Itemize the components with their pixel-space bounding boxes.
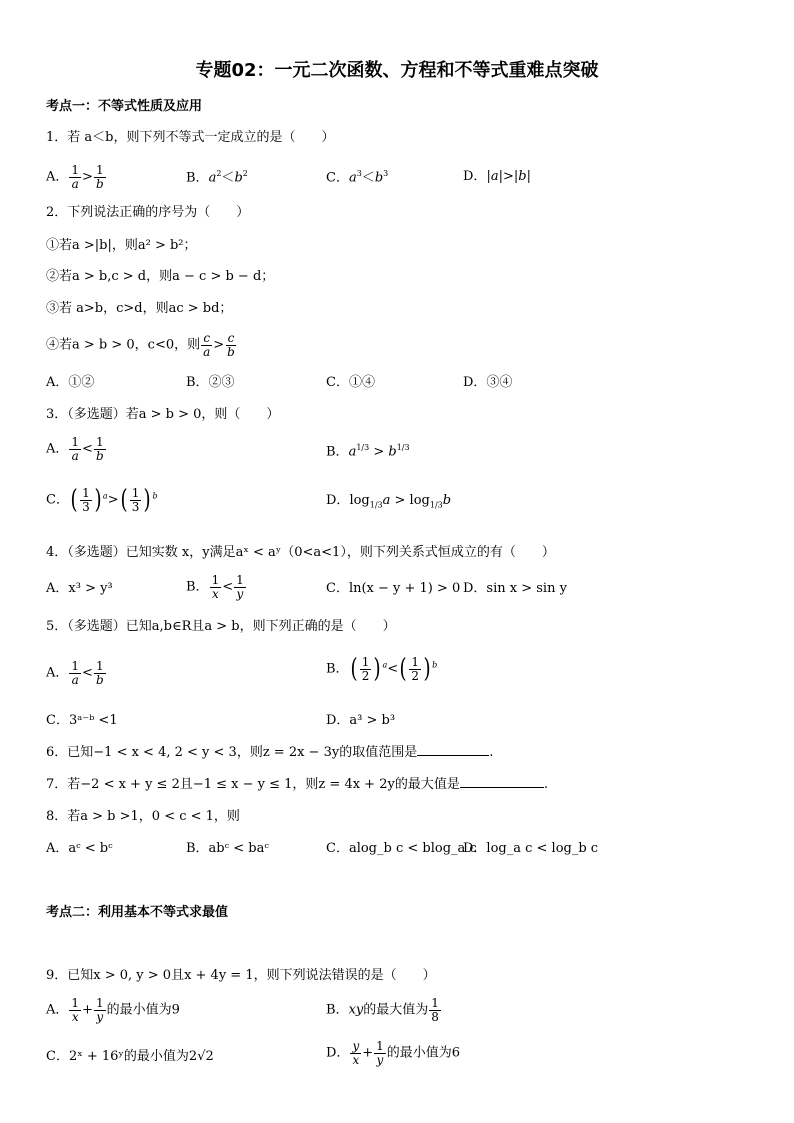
q8-option-b: B．abᶜ < baᶜ bbox=[186, 841, 269, 856]
q5-option-c: C．3ᵃ⁻ᵇ <1 bbox=[46, 713, 118, 728]
page-title: 专题02：一元二次函数、方程和不等式重难点突破 bbox=[195, 60, 599, 81]
q3-stem: 3．（多选题）若a > b > 0，则（ ） bbox=[46, 407, 280, 422]
section-heading-1: 考点一：不等式性质及应用 bbox=[46, 99, 203, 114]
q2-option-c: C．①④ bbox=[326, 375, 375, 390]
q7-line: 7．若−2 < x + y ≤ 2且−1 ≤ x − y ≤ 1，则z = 4x + 2y的最大值是 . bbox=[46, 777, 548, 792]
q3-option-d: D．$\log_{1/3}a > \log_{1/3}b$ bbox=[326, 493, 452, 510]
q2-option-d: D．③④ bbox=[463, 375, 513, 390]
q5-option-a: A． $\frac{1}{a}$ < $\frac{1}{b}$ bbox=[46, 659, 104, 687]
q2-stem: 2．下列说法正确的序号为（ ） bbox=[46, 205, 250, 220]
q9-option-b: B．xy的最大值为 $\frac{1}{8}$ bbox=[326, 996, 439, 1024]
q9-option-d: D． $\frac{y}{x}$ + $\frac{1}{y}$ 的最小值为6 bbox=[326, 1039, 461, 1067]
q4-option-b: B． $\frac{1}{x}$ < $\frac{1}{y}$ bbox=[186, 573, 244, 601]
q8-option-d: D．log_a c < log_b c bbox=[463, 841, 599, 856]
q5-stem: 5．（多选题）已知a,b∈R且a > b，则下列正确的是（ ） bbox=[46, 619, 396, 634]
q2-option-a: A．①② bbox=[46, 375, 95, 390]
q1-option-c: C．$a^3<b^3$ bbox=[326, 169, 389, 186]
q2-statement-3: ③若 a>b，c>d，则ac > bd； bbox=[46, 301, 233, 316]
q1-option-b: B．$a^2<b^2$ bbox=[186, 169, 248, 186]
q8-stem: 8．若a > b >1，0 < c < 1，则 bbox=[46, 809, 240, 824]
q9-stem: 9．已知x > 0, y > 0且x + 4y = 1，则下列说法错误的是（ ） bbox=[46, 968, 436, 983]
q4-option-c: C．ln(x − y + 1) > 0 bbox=[326, 581, 461, 596]
q2-statement-2: ②若a > b,c > d，则a − c > b − d； bbox=[46, 269, 275, 284]
q1-stem: 1．若 a＜b，则下列不等式一定成立的是（ ） bbox=[46, 130, 335, 145]
q4-option-a: A．x³ > y³ bbox=[46, 581, 113, 596]
q2-statement-1: ①若a >|b|，则a² > b²； bbox=[46, 238, 197, 253]
q9-option-c: C．2ˣ + 16ʸ的最小值为2√2 bbox=[46, 1049, 214, 1064]
q3-option-b: B．$a^{1/3} > b^{1/3}$ bbox=[326, 443, 410, 460]
q4-option-d: D．sin x > sin y bbox=[463, 581, 567, 596]
q1-option-d: D．|a|>|b| bbox=[463, 169, 531, 184]
q1-option-a: A． $\frac{1}{a}$ > $\frac{1}{b}$ bbox=[46, 163, 104, 191]
q8-option-a: A．aᶜ < bᶜ bbox=[46, 841, 113, 856]
q2-statement-4: ④若a > b > 0，c<0，则 $\frac{c}{a}$ > $\frac{c}{b}$ bbox=[46, 331, 235, 359]
q4-stem: 4．（多选题）已知实数 x，y满足aˣ < aʸ（0<a<1），则下列关系式恒成立的有（ ） bbox=[46, 545, 555, 560]
section-heading-2: 考点二：利用基本不等式求最值 bbox=[46, 905, 229, 920]
q6-line: 6．已知−1 < x < 4, 2 < y < 3，则z = 2x − 3y的取值范围是 . bbox=[46, 745, 494, 760]
q5-option-b: B．( $\frac{1}{2}$ ) $^a$<( $\frac{1}{2}$ ) $^b$ bbox=[326, 654, 438, 685]
q3-option-a: A． $\frac{1}{a}$ < $\frac{1}{b}$ bbox=[46, 435, 104, 463]
q9-option-a: A． $\frac{1}{x}$ + $\frac{1}{y}$ 的最小值为9 bbox=[46, 996, 180, 1024]
q2-option-b: B．②③ bbox=[186, 375, 235, 390]
q5-option-d: D．a³ > b³ bbox=[326, 713, 396, 728]
q3-option-c: C．( $\frac{1}{3}$ ) $^a$>( $\frac{1}{3}$ ) $^b$ bbox=[46, 485, 158, 516]
q8-option-c: C．alog_b c < blog_a c bbox=[326, 841, 477, 856]
